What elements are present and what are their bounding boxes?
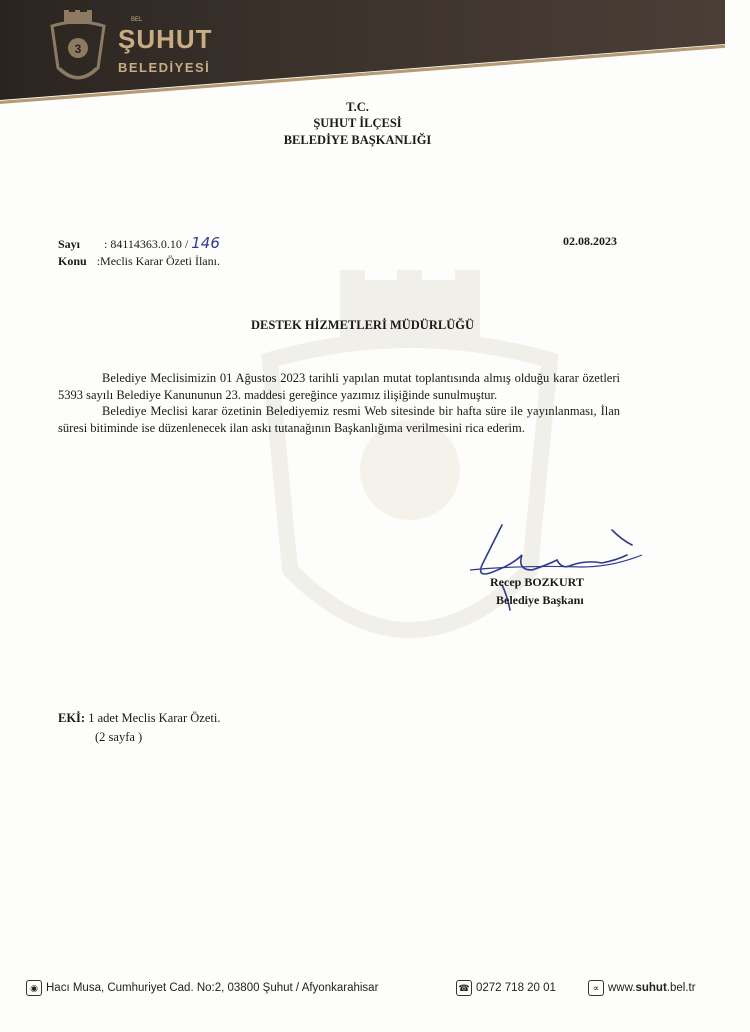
footer-address	[26, 980, 378, 996]
attachment-label: EKİ:	[58, 711, 86, 725]
department-title: DESTEK HİZMETLERİ MÜDÜRLÜĞÜ	[251, 318, 474, 332]
footer-address-text: Hacı Musa, Cumhuriyet Cad. No:2, 03800 Şuhut / Afyonkarahisar	[46, 982, 379, 994]
heading-presidency: BELEDİYE BAŞKANLIĞI	[283, 133, 432, 147]
konu-value: :Meclis Karar Özeti İlanı.	[96, 254, 220, 268]
body-paragraph-2: Belediye Meclisi karar özetinin Belediyemiz resmi Web sitesinde bir hafta süre ile yayınlanması, İlan süresi bitiminde ise düzenlenecek ilan askı tutanağının Başkanlığıma verilmesini rica ederim.	[58, 404, 620, 435]
brand-small-text: BEL	[131, 17, 143, 23]
footer-phone-text: 0272 718 20 01	[476, 982, 556, 994]
location-pin-icon: ◉	[26, 980, 42, 996]
brand-name: ŞUHUT	[118, 24, 213, 54]
svg-text:3: 3	[74, 42, 82, 56]
signer-title: Belediye Başkanı	[496, 593, 584, 607]
sayi-handwritten: 146	[191, 234, 220, 252]
phone-icon: ☎	[456, 980, 472, 996]
attachment-pages: (2 sayfa )	[95, 730, 143, 744]
heading-district: ŞUHUT İLÇESİ	[313, 116, 402, 130]
letter-footer	[22, 980, 722, 1000]
sayi-value: : 84114363.0.10 /	[104, 237, 189, 251]
signature-icon	[462, 515, 652, 625]
footer-web[interactable]	[588, 980, 696, 996]
footer-phone	[456, 980, 556, 996]
sayi-label: Sayı	[58, 237, 81, 251]
footer-web-text[interactable]: www.suhut.bel.tr	[608, 982, 696, 994]
document-date: 02.08.2023	[563, 234, 617, 248]
sayi-row	[58, 234, 220, 252]
letter-body	[58, 370, 620, 436]
attachment-line	[58, 711, 220, 726]
brand-subtitle: BELEDİYESİ	[118, 60, 211, 75]
signer-name: Recep BOZKURT	[490, 575, 584, 589]
municipality-logo-icon	[38, 8, 118, 92]
konu-row	[58, 254, 220, 269]
heading-tc: T.C.	[346, 100, 369, 114]
attachment-text: 1 adet Meclis Karar Özeti.	[88, 711, 221, 725]
web-icon: ∝	[588, 980, 604, 996]
konu-label: Konu	[58, 254, 87, 268]
body-paragraph-1: Belediye Meclisimizin 01 Ağustos 2023 tarihli yapılan mutat toplantısında almış olduğu karar özetleri 5393 sayılı Belediye Kanununun 23. maddesi gereğince yazımız ilişiğinde sunulmuştur.	[58, 371, 620, 402]
watermark-logo-icon	[230, 270, 590, 690]
